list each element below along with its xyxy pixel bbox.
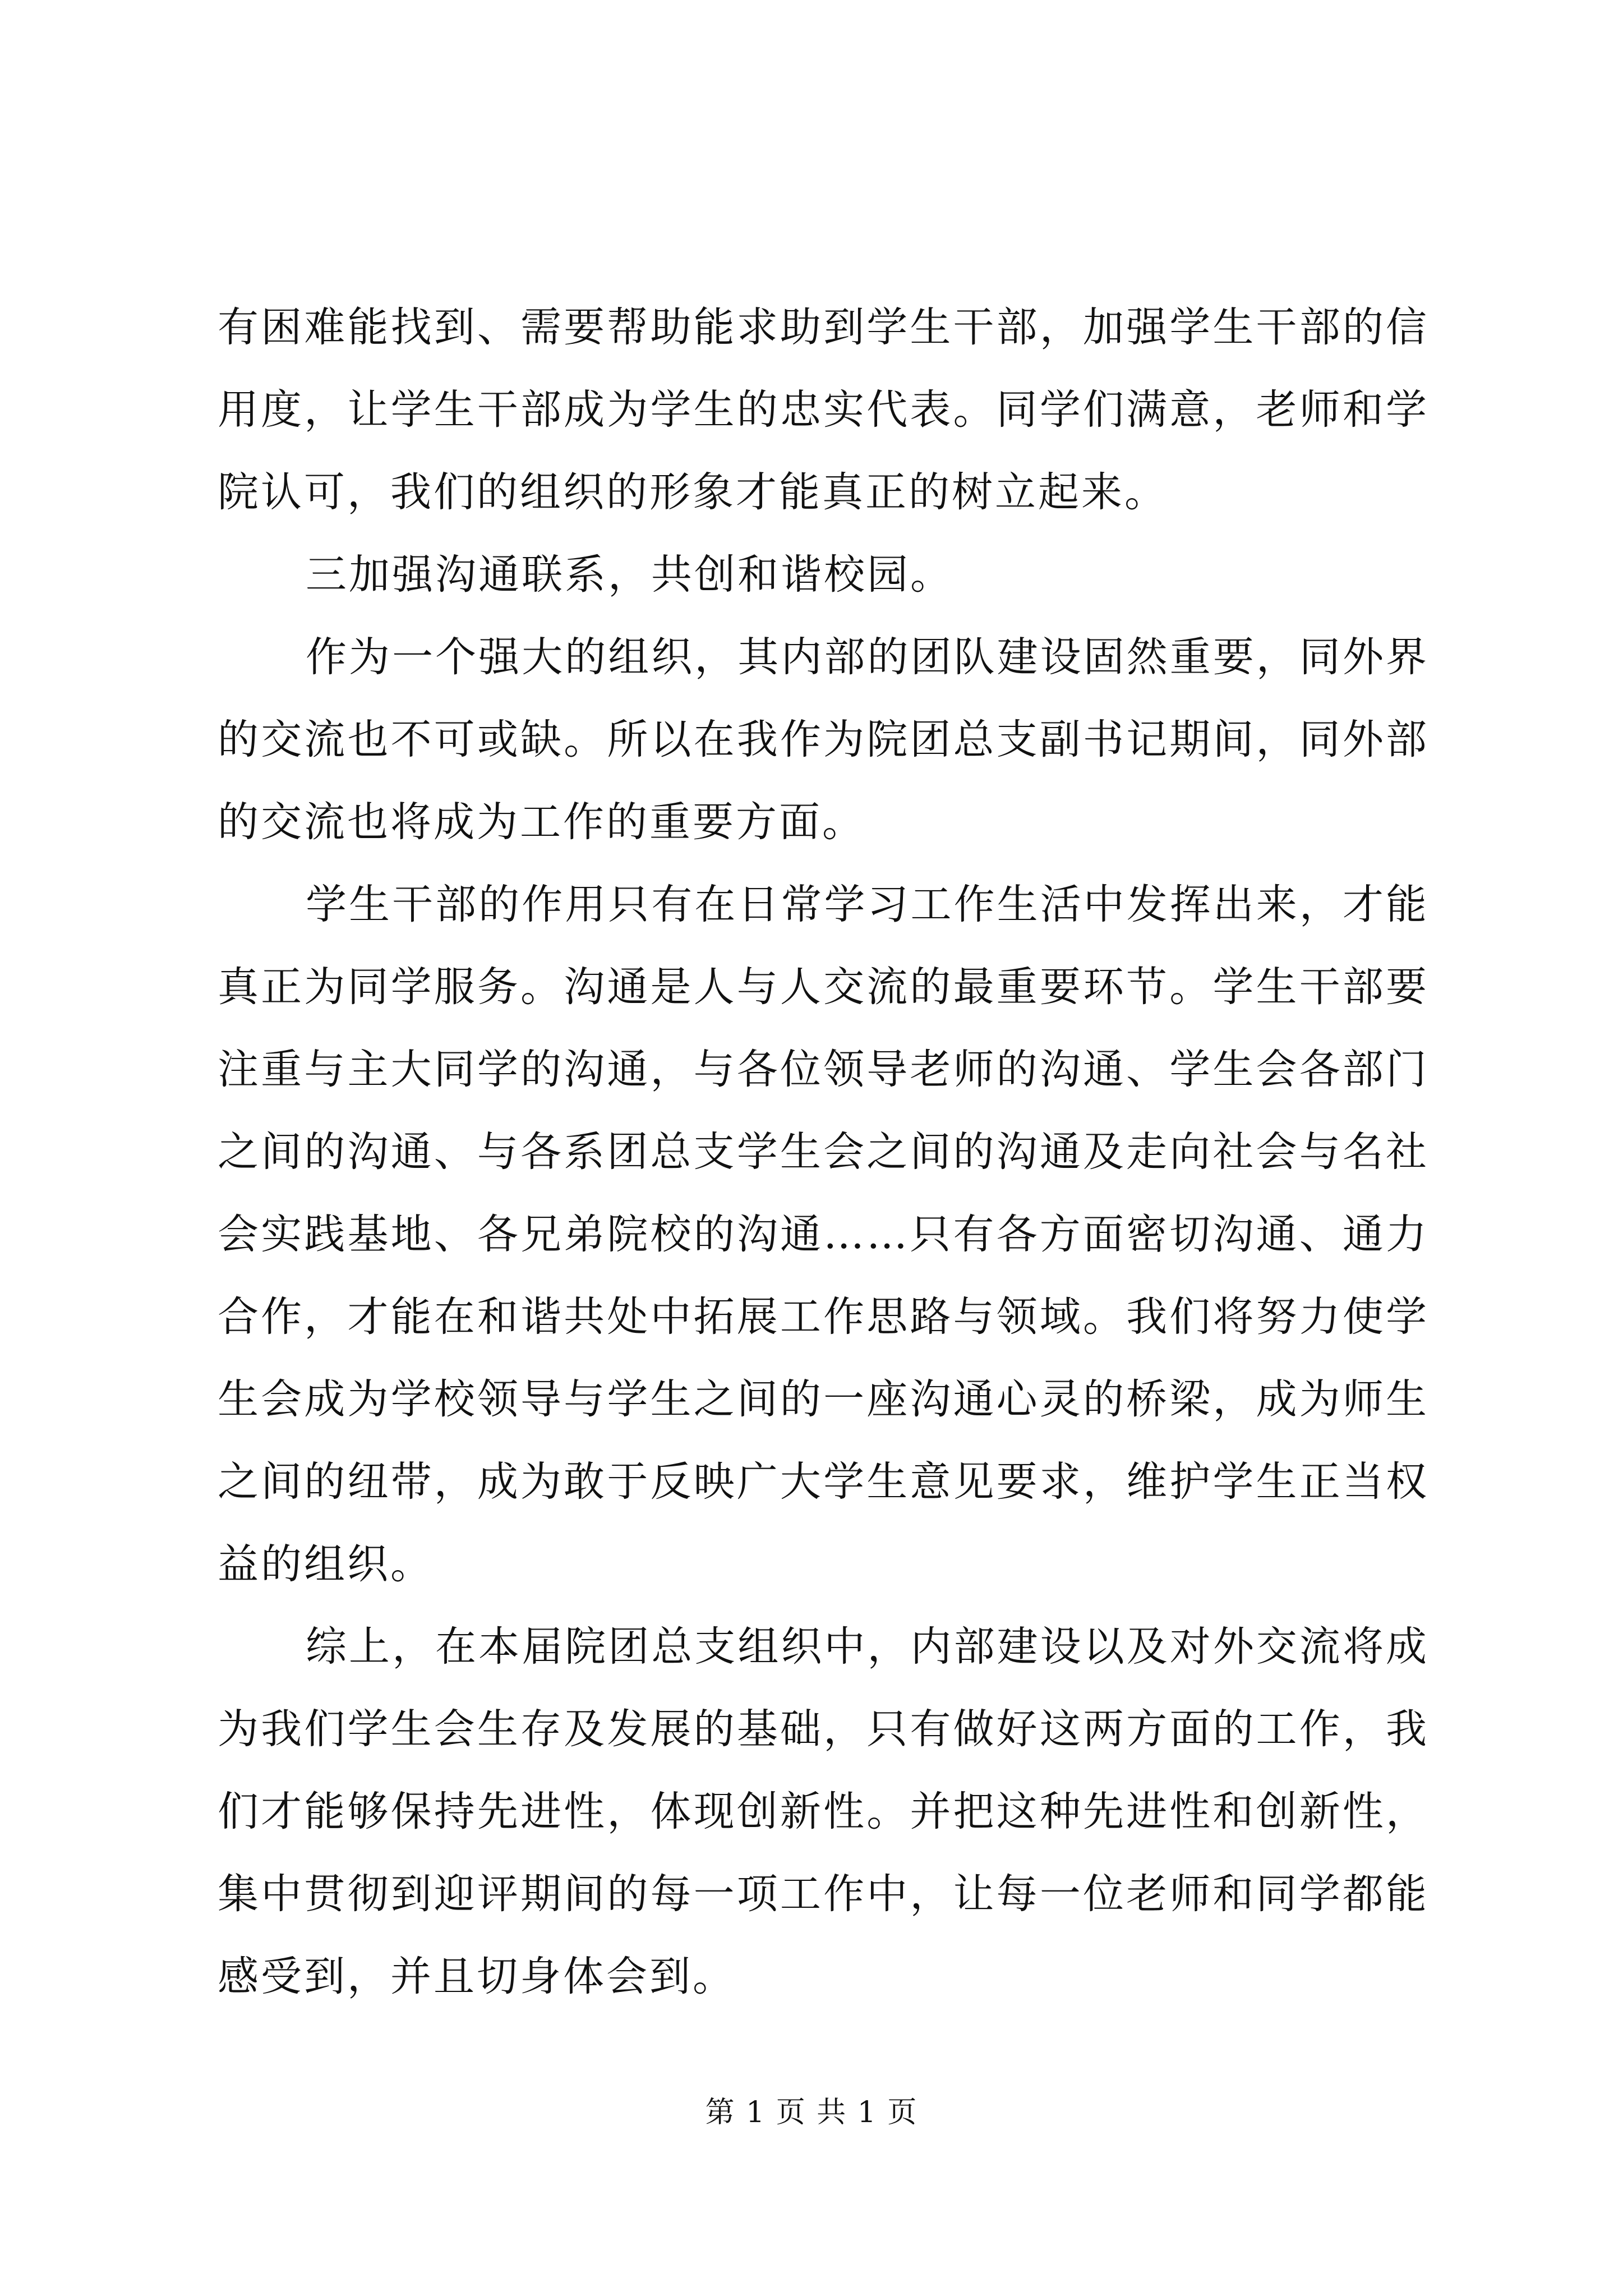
paragraph-conclusion: 综上，在本届院团总支组织中，内部建设以及对外交流将成为我们学生会生存及发展的基础，只有做好这两方面的工作，我们才能够保持先进性，体现创新性。并把这种先进性和创新性，集中贯彻到迎评期间的每一项工作中，让每一位老师和同学都能感受到，并且切身体会到。 xyxy=(218,1623,1429,2000)
page-footer: 第 1 页 共 1 页 xyxy=(705,2096,918,2129)
document-body xyxy=(218,286,1429,2018)
paragraph-continuation: 有困难能找到、需要帮助能求助到学生干部，加强学生干部的信用度，让学生干部成为学生的忠实代表。同学们满意，老师和学院认可，我们的组织的形象才能真正的树立起来。 xyxy=(218,303,1429,516)
paragraph: 作为一个强大的组织，其内部的团队建设固然重要，同外界的交流也不可或缺。所以在我作为院团总支副书记期间，同外部的交流也将成为工作的重要方面。 xyxy=(218,633,1429,846)
paragraph: 学生干部的作用只有在日常学习工作生活中发挥出来，才能真正为同学服务。沟通是人与人交流的最重要环节。学生干部要注重与主大同学的沟通，与各位领导老师的沟通、学生会各部门之间的沟通、与各系团总支学生会之间的沟通及走向社会与名社会实践基地、各兄弟院校的沟通……只有各方面密切沟通、通力合作，才能在和谐共处中拓展工作思路与领域。我们将努力使学生会成为学校领导与学生之间的一座沟通心灵的桥梁，成为师生之间的纽带，成为敢于反映广大学生意见要求，维护学生正当权益的组织。 xyxy=(218,881,1429,1588)
section-heading: 三加强沟通联系，共创和谐校园。 xyxy=(306,551,953,599)
